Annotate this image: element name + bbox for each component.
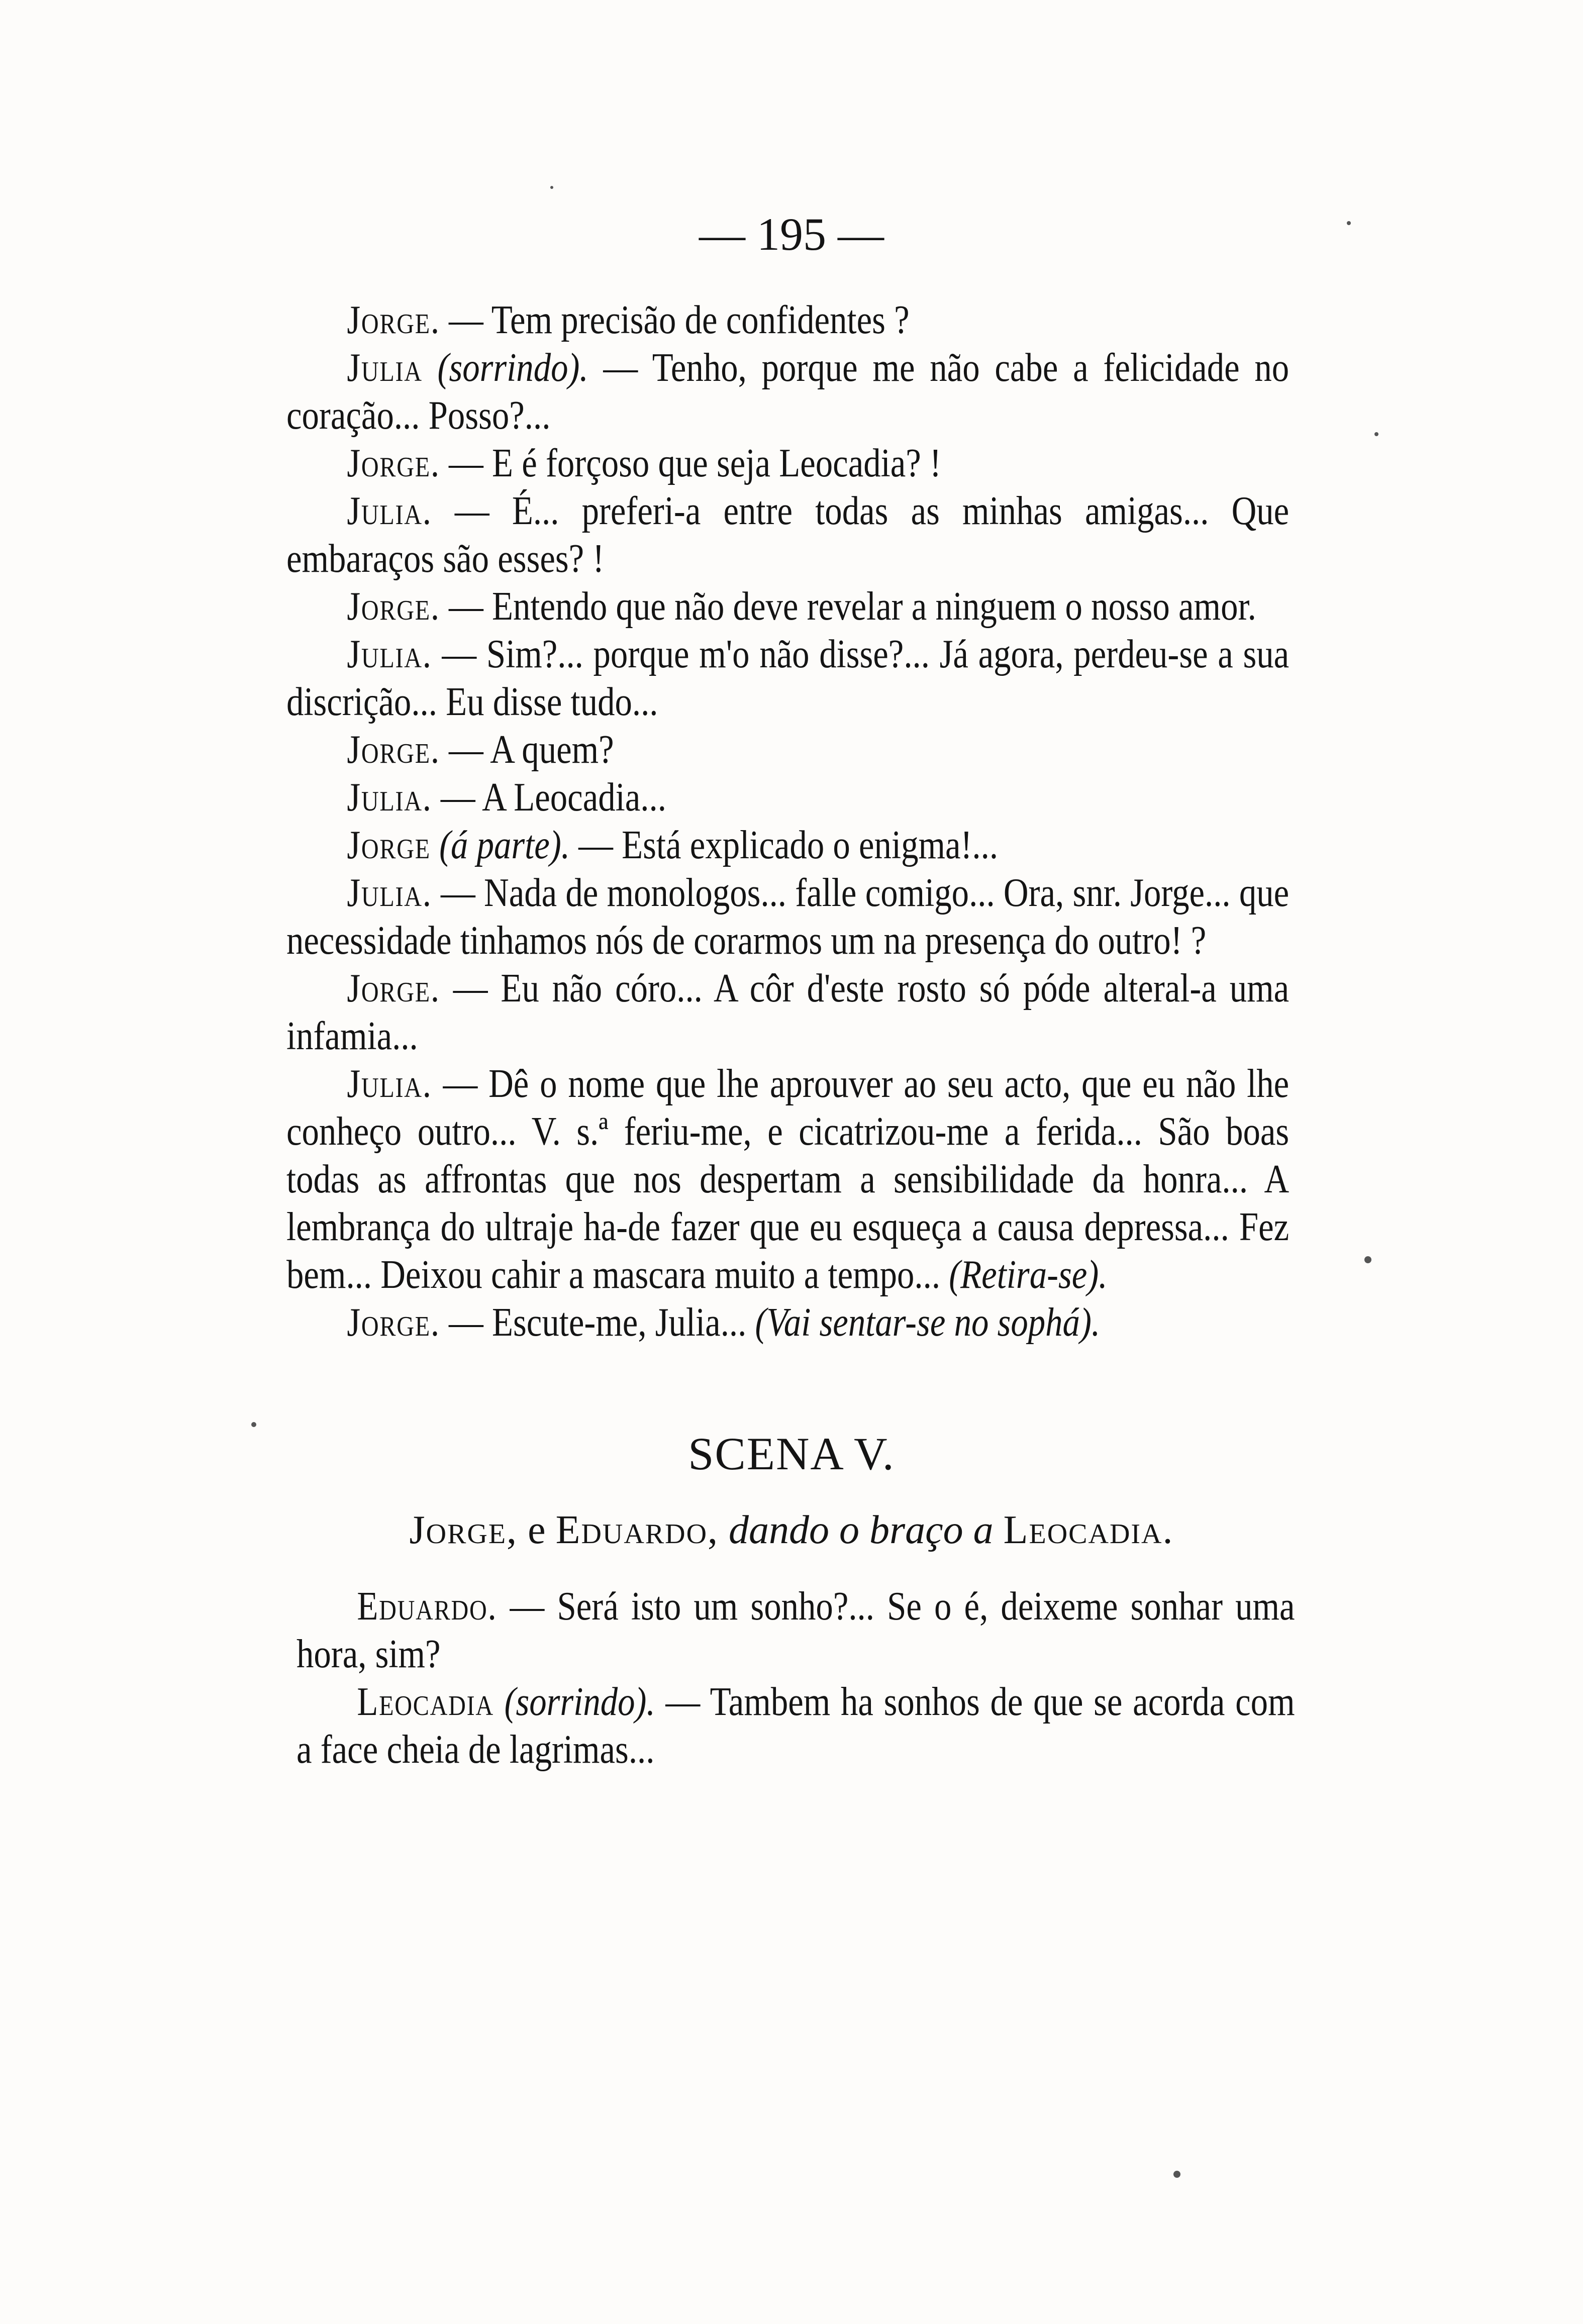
stage-direction: (Retira-se). [949, 1253, 1108, 1297]
speaker-name: Jorge. [347, 441, 440, 485]
dialogue-block-2 [296, 1583, 1295, 1774]
dialogue-text: — Tenho, porque me não cabe a felicidade no coração... Posso?... [286, 346, 1290, 438]
dialogue-paragraph [286, 296, 1289, 344]
dialogue-text: — É... preferi-a entre todas as minhas amigas... Que embaraços são esses? ! [286, 489, 1290, 581]
cast-action: dando o braço a [719, 1508, 1004, 1552]
dialogue-paragraph [296, 1678, 1295, 1774]
dialogue-paragraph [286, 1060, 1289, 1299]
speaker-name: Jorge. [347, 1300, 440, 1345]
dialogue-paragraph [296, 1583, 1295, 1678]
dialogue-text: — Será isto um sonho?... Se o é, deixeme sonhar uma hora, sim? [296, 1584, 1295, 1676]
scan-speck [1364, 1256, 1371, 1263]
stage-direction: (Vai sentar-se no sophá). [755, 1300, 1101, 1345]
dialogue-paragraph [286, 965, 1289, 1060]
stage-direction: (sorrindo). [437, 346, 588, 390]
dialogue-text: — Entendo que não deve revelar a ninguem o nosso amor. [440, 584, 1256, 629]
scan-speck [1173, 2171, 1180, 2178]
dialogue-text: — Sim?... porque m'o não disse?... Já agora, perdeu-se a sua discrição... Eu disse tudo... [286, 632, 1290, 724]
speaker-name: Jorge. [347, 966, 440, 1011]
speaker-name: Julia. [347, 1062, 432, 1106]
speaker-name: Jorge. [347, 728, 440, 772]
dialogue-paragraph [286, 822, 1289, 869]
dialogue-paragraph [286, 631, 1289, 726]
dialogue-paragraph [286, 726, 1289, 774]
scan-speck [1374, 432, 1378, 436]
cast-line [0, 1507, 1583, 1553]
speaker-name: Julia. [347, 775, 432, 820]
page-number: — 195 — [699, 209, 884, 260]
speaker-name: Julia [347, 346, 423, 390]
stage-direction: (á parte). [439, 823, 570, 867]
dialogue-block-1 [286, 296, 1289, 1347]
dialogue-paragraph [286, 440, 1289, 487]
dialogue-text: — Tem precisão de confidentes ? [440, 298, 910, 342]
cast-name-eduardo: Eduardo, [555, 1508, 719, 1552]
dialogue-text: — A Leocadia... [432, 775, 666, 820]
speaker-name: Julia. [347, 632, 432, 676]
cast-name-leocadia: Leocadia. [1003, 1508, 1174, 1552]
dialogue-text: — Tambem ha sonhos de que se acorda com a face cheia de lagrimas... [296, 1680, 1295, 1772]
scan-speck [550, 186, 553, 189]
scene-title: SCENA V. [688, 1428, 895, 1479]
dialogue-paragraph [286, 487, 1289, 583]
dialogue-paragraph [286, 774, 1289, 822]
speaker-name: Julia. [347, 489, 432, 533]
stage-direction: (sorrindo). [504, 1680, 655, 1724]
dialogue-text: — Eu não córo... A côr d'este rosto só póde alteral-a uma infamia... [286, 966, 1290, 1058]
speaker-name: Jorge. [347, 298, 440, 342]
scan-speck [251, 1422, 256, 1427]
dialogue-paragraph [286, 1299, 1289, 1347]
dialogue-text: — Nada de monologos... falle comigo... Ora, snr. Jorge... que necessidade tinhamos nós de corarmos um na presença do outro! ? [286, 871, 1290, 963]
dialogue-text: — Está explicado o enigma!... [569, 823, 999, 867]
speaker-name: Jorge [347, 823, 431, 867]
dialogue-paragraph [286, 869, 1289, 965]
dialogue-text: — A quem? [440, 728, 614, 772]
cast-joiner: e [518, 1508, 556, 1552]
speaker-name: Eduardo. [357, 1584, 498, 1629]
dialogue-paragraph [286, 344, 1289, 440]
speaker-name: Julia. [347, 871, 432, 915]
speaker-name: Leocadia [357, 1680, 494, 1724]
dialogue-text: — Escute-me, Julia... [440, 1300, 755, 1345]
speaker-name: Jorge. [347, 584, 440, 629]
scan-speck [1347, 221, 1351, 225]
cast-name-jorge: Jorge, [409, 1508, 518, 1552]
dialogue-paragraph [286, 583, 1289, 631]
dialogue-text: — E é forçoso que seja Leocadia? ! [440, 441, 941, 485]
dialogue-text: — Dê o nome que lhe aprouver ao seu acto, que eu não lhe conheço outro... V. s.ª feriu-me, e cicatrizou-me a ferida... São boas todas as affrontas que nos despertam a sensibilidade da honra... A lembrança do ultraje ha-de fazer que eu esqueça a causa depressa... Fez bem... Deixou cahir a mascara muito a tempo... [286, 1062, 1290, 1297]
